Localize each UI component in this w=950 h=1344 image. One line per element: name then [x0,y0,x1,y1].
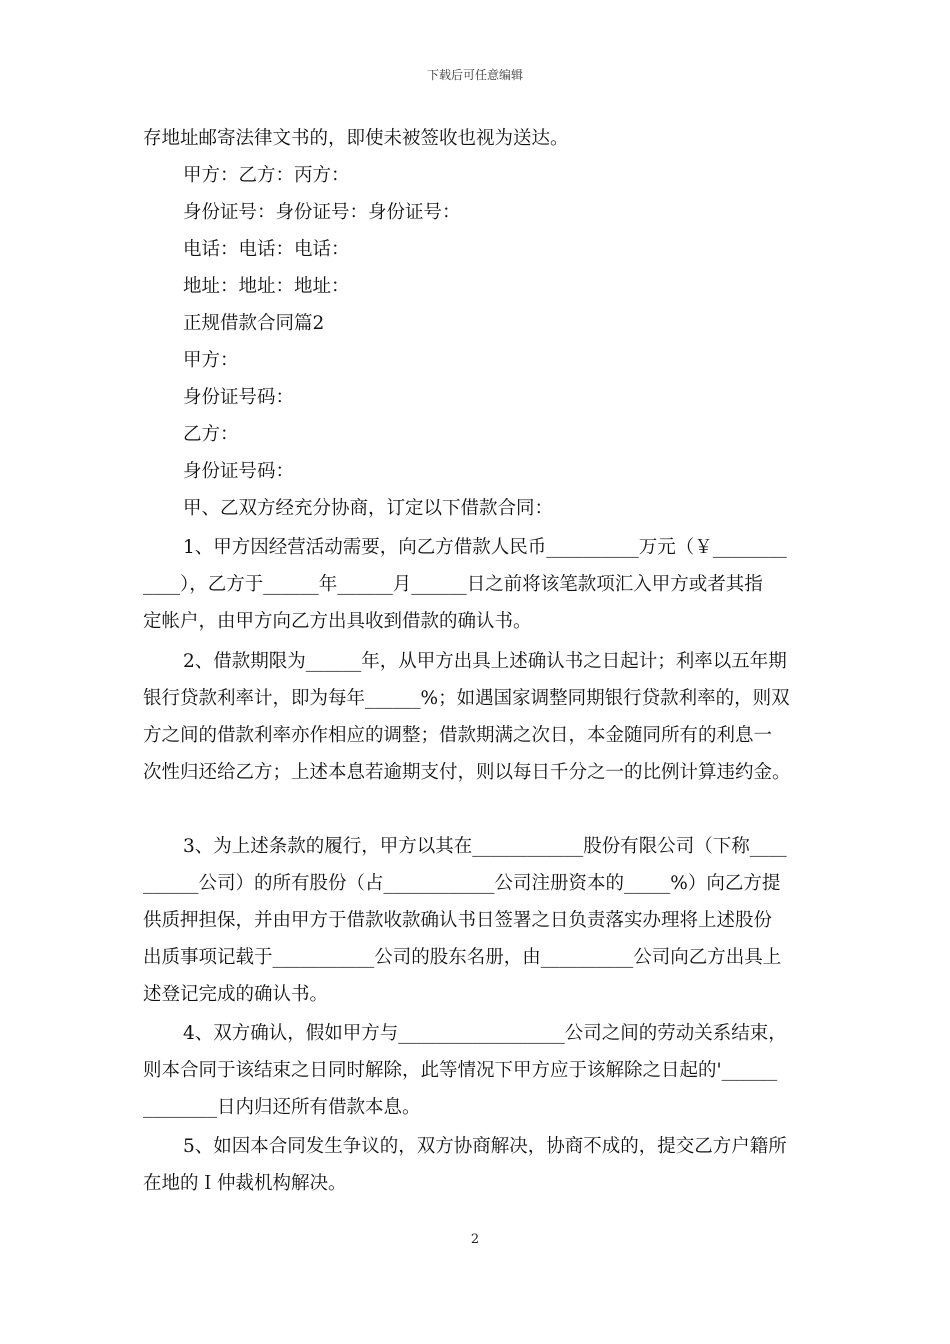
clause-2-line: 银行贷款利率计，即为每年______%；如遇国家调整同期银行贷款利率的，则双 [143,688,790,709]
text-line: 甲方： [183,350,239,371]
clause-2-line: 方之间的借款利率亦作相应的调整；借款期满之次日，本金随同所有的利息一 [143,725,773,746]
clause-3-line: 述登记完成的确认书。 [143,984,329,1005]
text-line: 身份证号码： [183,387,295,408]
page-number: 2 [470,1232,480,1247]
clause-3-line: 3、为上述条款的履行，甲方以其在____________股份有限公司（下称____ [183,836,787,857]
clause-2-line: 2、借款期限为______年，从甲方出具上述确认书之日起计；利率以五年期 [183,651,787,672]
text-line: 甲方：乙方：丙方： [183,165,350,186]
clause-1-line: 1、甲方因经营活动需要，向乙方借款人民币__________万元（￥________ [183,537,787,558]
clause-1-line: ____），乙方于______年______月______日之前将该笔款项汇入甲方或者其指 [143,574,763,595]
text-line: 乙方： [183,424,239,445]
text-line: 地址：地址：地址： [183,276,350,297]
text-line: 身份证号：身份证号：身份证号： [183,202,461,223]
text-line: 存地址邮寄法律文书的，即使未被签收也视为送达。 [143,128,569,149]
clause-5-line: 在地的Ｉ仲裁机构解决。 [143,1173,347,1194]
clause-3-line: 供质押担保，并由甲方于借款收款确认书日签署之日负责落实办理将上述股份 [143,910,773,931]
section-title: 正规借款合同篇2 [183,313,325,334]
clause-4-line: 则本合同于该结束之日同时解除，此等情况下甲方应于该解除之日起的'______ [143,1060,778,1081]
clause-2-line: 次性归还给乙方；上述本息若逾期支付，则以每日千分之一的比例计算违约金。 [143,762,791,783]
clause-1-line: 定帐户，由甲方向乙方出具收到借款的确认书。 [143,611,532,632]
page-header-note: 下载后可任意编辑 [426,68,523,82]
clause-4-line: 4、双方确认，假如甲方与__________________公司之间的劳动关系结束， [183,1023,787,1044]
clause-3-line: 出质事项记载于___________公司的股东名册，由__________公司向乙方出具上 [143,947,782,968]
clause-5-line: 5、如因本合同发生争议的，双方协商解决，协商不成的，提交乙方户籍所 [183,1136,787,1157]
clause-4-line: ________日内归还所有借款本息。 [143,1097,421,1118]
clause-3-line: ______公司）的所有股份（占____________公司注册资本的_____%）向乙方提 [143,873,781,894]
text-line: 身份证号码： [183,461,295,482]
text-line: 电话：电话：电话： [183,239,350,260]
text-line: 甲、乙双方经充分协商，订定以下借款合同： [183,498,554,519]
